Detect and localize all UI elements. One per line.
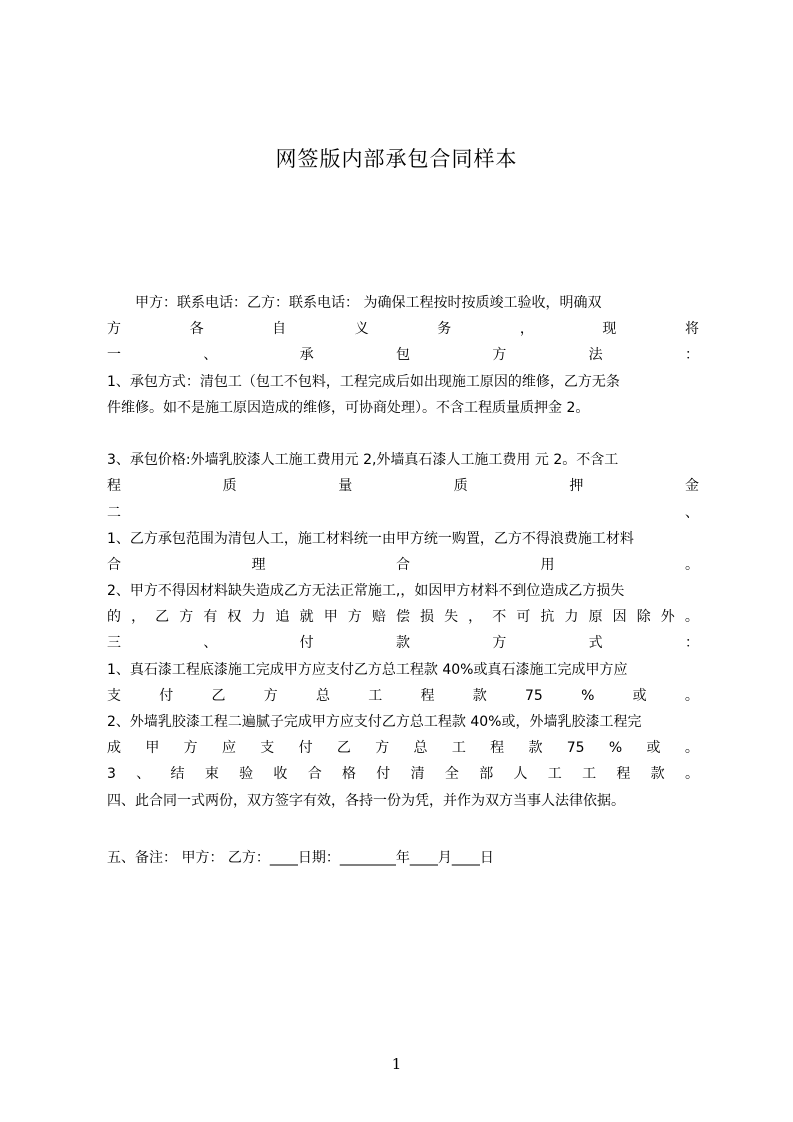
text-token: 三 [107,635,121,652]
justified-line [107,735,699,761]
text-token: 义 [354,321,369,338]
text-token: 付 [299,635,314,652]
justified-line [107,552,699,578]
text-token: 乙 [155,609,170,626]
text-token: 除 [636,609,651,626]
text-token: 款 [528,740,543,757]
text-token: 押 [569,478,584,495]
text-token: 应 [221,740,236,757]
paragraph-payment-1: 1、真石漆工程底漆施工完成甲方应支付乙方总工程款 40%或真石漆施工完成甲方应 [107,661,628,678]
text-token: 甲 [145,740,160,757]
text-token: ， [468,609,483,626]
text-token: 偿 [395,609,410,626]
text-token: 付 [159,687,174,704]
justified-line [107,604,699,630]
paragraph-intro: 甲方：联系电话：乙方：联系电话： 为确保工程按时按质竣工验收，明确双 [135,295,602,311]
text-token: 方 [492,635,507,652]
text-token: 将 [684,321,699,338]
paragraph-material: 2、甲方不得因材料缺失造成乙方无法正常施工,，如因甲方材料不到位造成乙方损失 [107,583,625,600]
text-token: 总 [413,740,428,757]
text-token: 。 [684,740,699,757]
text-token: 合 [107,556,121,573]
text-token: 理 [251,556,266,573]
section-heading-1 [107,342,699,368]
section-heading-3 [107,630,699,656]
justified-line [107,683,699,709]
text-token: 人 [513,766,528,783]
text-token: 不 [492,609,507,626]
text-token: 程 [107,478,121,495]
text-token: 法 [588,347,603,364]
text-token: 75 [525,687,543,704]
text-token: 。 [684,687,699,704]
text-token: 方 [179,609,194,626]
blank-line [107,421,699,447]
text-token: 乙 [336,740,351,757]
text-token: 工 [451,740,466,757]
text-token: 力 [251,609,266,626]
page-number: 1 [391,1055,402,1073]
text-token: % [581,687,595,704]
paragraph-contract-method: 1、承包方式：清包工（包工不包料，工程完成后如出现施工原因的维修，乙方无条 [107,373,620,390]
text-token: 乙 [211,687,226,704]
text-token: 各 [189,321,204,338]
text-token: 原 [588,609,603,626]
text-token: 就 [299,609,314,626]
paragraph-repair: 件维修。如不是施工原因造成的维修，可协商处理）。不含工程质量质押金 2。 [107,399,590,416]
text-token: 权 [227,609,242,626]
text-token: 款 [395,635,410,652]
text-token: 方 [347,609,362,626]
text-token: 甲 [323,609,338,626]
text-token: 合 [307,766,322,783]
text-token: 自 [272,321,287,338]
document-title: 网签版内部承包合同样本 [275,147,518,171]
text-token: 付 [298,740,313,757]
paragraph-payment-3 [107,761,699,787]
text-token: 包 [395,347,410,364]
text-token: 工 [582,766,597,783]
text-token: 一 [107,347,121,364]
text-token: 外 [660,609,675,626]
text-token: 失 [444,609,459,626]
text-token: 成 [107,740,121,757]
text-token: 方 [375,740,390,757]
text-token: 或 [632,687,647,704]
paragraph-payment-2: 2、外墙乳胶漆工程二遍腻子完成甲方应支付乙方总工程款 40%或，外墙乳胶漆工程完 [107,714,642,730]
text-token: 金 [684,478,699,495]
text-token: 可 [516,609,531,626]
text-token: 、 [203,347,218,364]
text-token: 清 [410,766,425,783]
text-token: 收 [273,766,288,783]
text-token: 方 [107,321,121,338]
text-token: 量 [338,478,353,495]
text-token: ， [519,321,534,338]
text-token: % [608,740,623,757]
contract-body [107,290,699,814]
text-token: 部 [479,766,494,783]
justified-line [107,473,699,499]
text-token: 总 [316,687,330,704]
text-token: 格 [342,766,356,783]
text-token: 支 [107,687,121,704]
text-token: 全 [444,766,459,783]
text-token: 。 [684,766,699,783]
text-token: 束 [204,766,219,783]
text-token: 或 [646,740,661,757]
text-token: 力 [564,609,579,626]
signature-line: 五、备注： 甲方： 乙方：____日期：________年____月____日 [107,850,494,866]
justified-line [107,316,699,342]
text-token: 。 [685,556,699,573]
paragraph-scope: 1、乙方承包范围为清包人工，施工材料统一由甲方统一购置，乙方不得浪费施工材料 [107,530,634,547]
text-token: 3 [107,766,116,783]
text-token: 的 [107,609,121,626]
text-token: 损 [420,609,435,626]
text-token: 质 [222,478,237,495]
text-token: 支 [260,740,275,757]
text-token: 款 [650,766,665,783]
paragraph-copies: 四、此合同一式两份，双方签字有效，各持一份为凭，并作为双方当事人法律依据。 [107,792,625,809]
text-token: 75 [566,740,585,757]
text-token: 付 [376,766,391,783]
text-token: 方 [183,740,198,757]
text-token: 用 [540,556,555,573]
text-token: ： [684,347,699,364]
text-token: ， [131,609,146,626]
text-token: 方 [263,687,278,704]
text-token: 式 [588,635,603,652]
text-token: 、 [685,504,699,521]
text-token: 方 [492,347,507,364]
text-token: 款 [472,687,487,704]
text-token: ： [684,635,699,652]
text-token: 程 [420,687,435,704]
text-token: 承 [299,347,314,364]
text-token: 抗 [540,609,555,626]
text-token: 有 [203,609,218,626]
text-token: 程 [616,766,631,783]
text-token: 二 [107,504,121,521]
text-token: 质 [453,478,468,495]
text-token: 工 [368,687,383,704]
text-token: 。 [684,609,699,626]
text-token: 追 [275,609,290,626]
text-token: 、 [136,766,151,783]
text-token: 赔 [371,609,386,626]
text-token: 、 [203,635,218,652]
text-token: 因 [612,609,627,626]
text-token: 务 [437,321,452,338]
paragraph-price: 3、承包价格:外墙乳胶漆人工施工费用元 2,外墙真石漆人工施工费用 元 2。不含工 [107,452,619,469]
text-token: 合 [396,556,410,573]
text-token: 验 [239,766,254,783]
text-token: 现 [602,321,617,338]
text-token: 结 [170,766,185,783]
section-heading-2 [107,500,699,526]
text-token: 工 [547,766,562,783]
text-token: 程 [490,740,505,757]
